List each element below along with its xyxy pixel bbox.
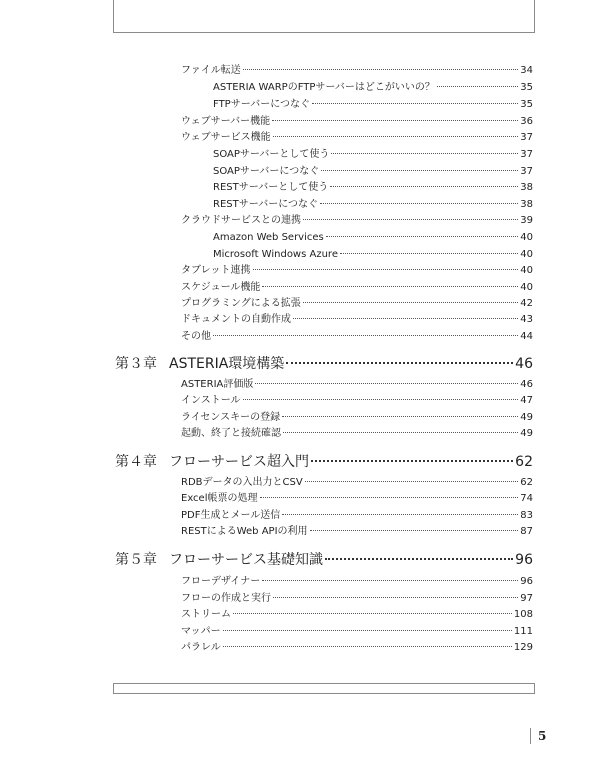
dot-leader (273, 597, 518, 598)
toc-entry-title: パラレル (181, 642, 221, 653)
toc-entry[interactable] (181, 409, 533, 426)
toc-entry-title: フローデザイナー (181, 576, 261, 587)
dot-leader (243, 69, 518, 70)
dot-leader (243, 399, 519, 400)
toc-entry-title: その他 (181, 331, 211, 342)
toc-entry-title: RESTによるWeb APIの利用 (181, 526, 308, 537)
dot-leader (272, 120, 518, 121)
dot-leader (326, 236, 519, 237)
toc-entry[interactable] (181, 507, 533, 524)
toc-entry-page: 40 (520, 249, 533, 260)
toc-entry-title: SOAPサーバーとして使う (213, 149, 330, 160)
toc-entry[interactable] (181, 129, 533, 146)
toc-entry[interactable] (181, 311, 533, 328)
toc-entry-page: 40 (520, 265, 533, 276)
toc-entry-title: スケジュール機能 (181, 282, 261, 293)
dot-leader (325, 558, 513, 560)
dot-leader (303, 219, 518, 220)
toc-entry-title: ファイル転送 (181, 65, 241, 76)
dot-leader (262, 580, 518, 581)
toc-entry-title: ウェブサービス機能 (181, 132, 271, 143)
dot-leader (320, 203, 518, 204)
toc-entry-title: Amazon Web Services (213, 232, 324, 243)
toc-entry-page: 96 (520, 576, 533, 587)
toc-entry-title: ASTERIA WARPのFTPサーバーはどこがいいの？ (213, 82, 435, 93)
toc-entry-page: 34 (520, 65, 533, 76)
dot-leader (282, 416, 518, 417)
toc-entry-page: 42 (520, 298, 533, 309)
toc-entry-page: 38 (520, 182, 533, 193)
dot-leader (283, 432, 518, 433)
dot-leader (305, 481, 519, 482)
toc-entry-title: インストール (181, 395, 241, 406)
toc-entry-page: 49 (520, 412, 533, 423)
toc-entry-title: マッパー (181, 626, 221, 637)
toc-entry-title: ストリーム (181, 609, 231, 620)
toc-entry[interactable] (181, 62, 533, 79)
toc-entry[interactable] (181, 376, 533, 393)
dot-leader (223, 646, 512, 647)
chapter-title: フローサービス基礎知識 (169, 552, 323, 568)
toc-entry-page: 47 (520, 395, 533, 406)
toc-entry[interactable] (181, 523, 533, 540)
toc-entry-page: 37 (520, 166, 533, 177)
toc-entry-page: 35 (520, 82, 533, 93)
bottom-frame (113, 683, 535, 694)
dot-leader (253, 269, 519, 270)
chapter-page: 46 (515, 356, 533, 372)
toc-entry-title: タブレット連携 (181, 265, 251, 276)
dot-leader (340, 253, 518, 254)
toc-entry[interactable] (181, 606, 533, 623)
page-number: 5 (538, 729, 547, 743)
toc-entry-title: フローの作成と実行 (181, 593, 271, 604)
toc-entry-title: SOAPサーバーにつなぐ (213, 166, 320, 177)
dot-leader (262, 286, 518, 287)
dot-leader (331, 153, 518, 154)
toc-entry-title: ウェブサーバー機能 (181, 116, 271, 127)
toc-entry[interactable] (181, 262, 533, 279)
toc-entry-page: 39 (520, 215, 533, 226)
chapter-number: 第５章 (115, 552, 157, 568)
toc-entry-title: ドキュメントの自動作成 (181, 314, 291, 325)
chapter-number: 第４章 (115, 454, 157, 470)
dot-leader (282, 514, 518, 515)
toc-entry-title: プログラミングによる拡張 (181, 298, 301, 309)
chapter-title: フローサービス超入門 (169, 454, 309, 470)
toc-entry[interactable] (181, 113, 533, 130)
toc-entry-page: 46 (520, 379, 533, 390)
toc-entry[interactable] (181, 328, 533, 345)
toc-entry-page: 74 (520, 493, 533, 504)
toc-entry-title: クラウドサービスとの連携 (181, 215, 301, 226)
toc-entry[interactable] (181, 212, 533, 229)
dot-leader (312, 103, 518, 104)
chapter-page: 96 (515, 552, 533, 568)
toc-entry-page: 40 (520, 232, 533, 243)
toc-entry[interactable] (213, 179, 533, 196)
toc-entry[interactable] (213, 229, 533, 246)
chapter-number: 第３章 (115, 356, 157, 372)
dot-leader (330, 186, 518, 187)
chapter-heading[interactable] (115, 450, 533, 474)
toc-entry[interactable] (213, 246, 533, 263)
toc-entry[interactable] (181, 623, 533, 640)
dot-leader (255, 383, 518, 384)
toc-entry-title: Microsoft Windows Azure (213, 249, 338, 260)
toc-entry[interactable] (181, 279, 533, 296)
toc-entry-title: Excel帳票の処理 (181, 493, 258, 504)
toc-entry-page: 37 (520, 132, 533, 143)
toc-entry-title: PDF生成とメール送信 (181, 510, 281, 521)
dot-leader (286, 362, 513, 364)
toc-entry-page: 36 (520, 116, 533, 127)
toc-entry-page: 38 (520, 199, 533, 210)
toc-entry-title: 起動、終了と接続確認 (181, 428, 281, 439)
dot-leader (310, 530, 519, 531)
toc-entry-page: 129 (513, 642, 533, 653)
toc-entry[interactable] (213, 196, 533, 213)
toc-entry[interactable] (213, 163, 533, 180)
toc-entry-page: 62 (520, 477, 533, 488)
toc-entry[interactable] (181, 573, 533, 590)
toc-entry-title: RESTサーバーにつなぐ (213, 199, 319, 210)
toc-entry-page: 40 (520, 282, 533, 293)
toc-entry-page: 108 (513, 609, 533, 620)
chapter-heading[interactable] (115, 352, 533, 376)
chapter-title: ASTERIA環境構築 (169, 356, 285, 372)
toc-entry-page: 43 (520, 314, 533, 325)
dot-leader (437, 86, 518, 87)
toc-entry-page: 87 (520, 526, 533, 537)
toc-entry-page: 97 (520, 593, 533, 604)
toc-entry[interactable] (213, 79, 533, 96)
chapter-page: 62 (515, 454, 533, 470)
top-frame (113, 0, 535, 33)
toc-entry-page: 49 (520, 428, 533, 439)
toc-entry[interactable] (181, 392, 533, 409)
toc-entry-title: FTPサーバーにつなぐ (213, 99, 311, 110)
dot-leader (303, 302, 518, 303)
toc-entry-page: 111 (513, 626, 533, 637)
dot-leader (273, 136, 519, 137)
toc-entry[interactable] (213, 146, 533, 163)
toc-entry[interactable] (181, 474, 533, 491)
toc-entry-page: 83 (520, 510, 533, 521)
toc-entry[interactable] (213, 96, 533, 113)
dot-leader (321, 170, 518, 171)
toc-entry[interactable] (181, 639, 533, 656)
chapter-heading[interactable] (115, 548, 533, 572)
toc-entry-page: 44 (520, 331, 533, 342)
toc-entry-title: ASTERIA評価版 (181, 379, 254, 390)
dot-leader (223, 630, 512, 631)
toc-entry-title: RESTサーバーとして使う (213, 182, 329, 193)
toc-entry-title: ライセンスキーの登録 (181, 412, 281, 423)
page-number-divider (530, 728, 531, 744)
dot-leader (213, 335, 518, 336)
dot-leader (260, 497, 519, 498)
dot-leader (311, 460, 513, 462)
toc-entry-title: RDBデータの入出力とCSV (181, 477, 303, 488)
dot-leader (293, 318, 518, 319)
toc-entry[interactable] (181, 425, 533, 442)
toc-entry[interactable] (181, 295, 533, 312)
toc-entry[interactable] (181, 590, 533, 607)
dot-leader (233, 613, 512, 614)
toc-entry-page: 37 (520, 149, 533, 160)
toc-entry[interactable] (181, 490, 533, 507)
toc-entry-page: 35 (520, 99, 533, 110)
